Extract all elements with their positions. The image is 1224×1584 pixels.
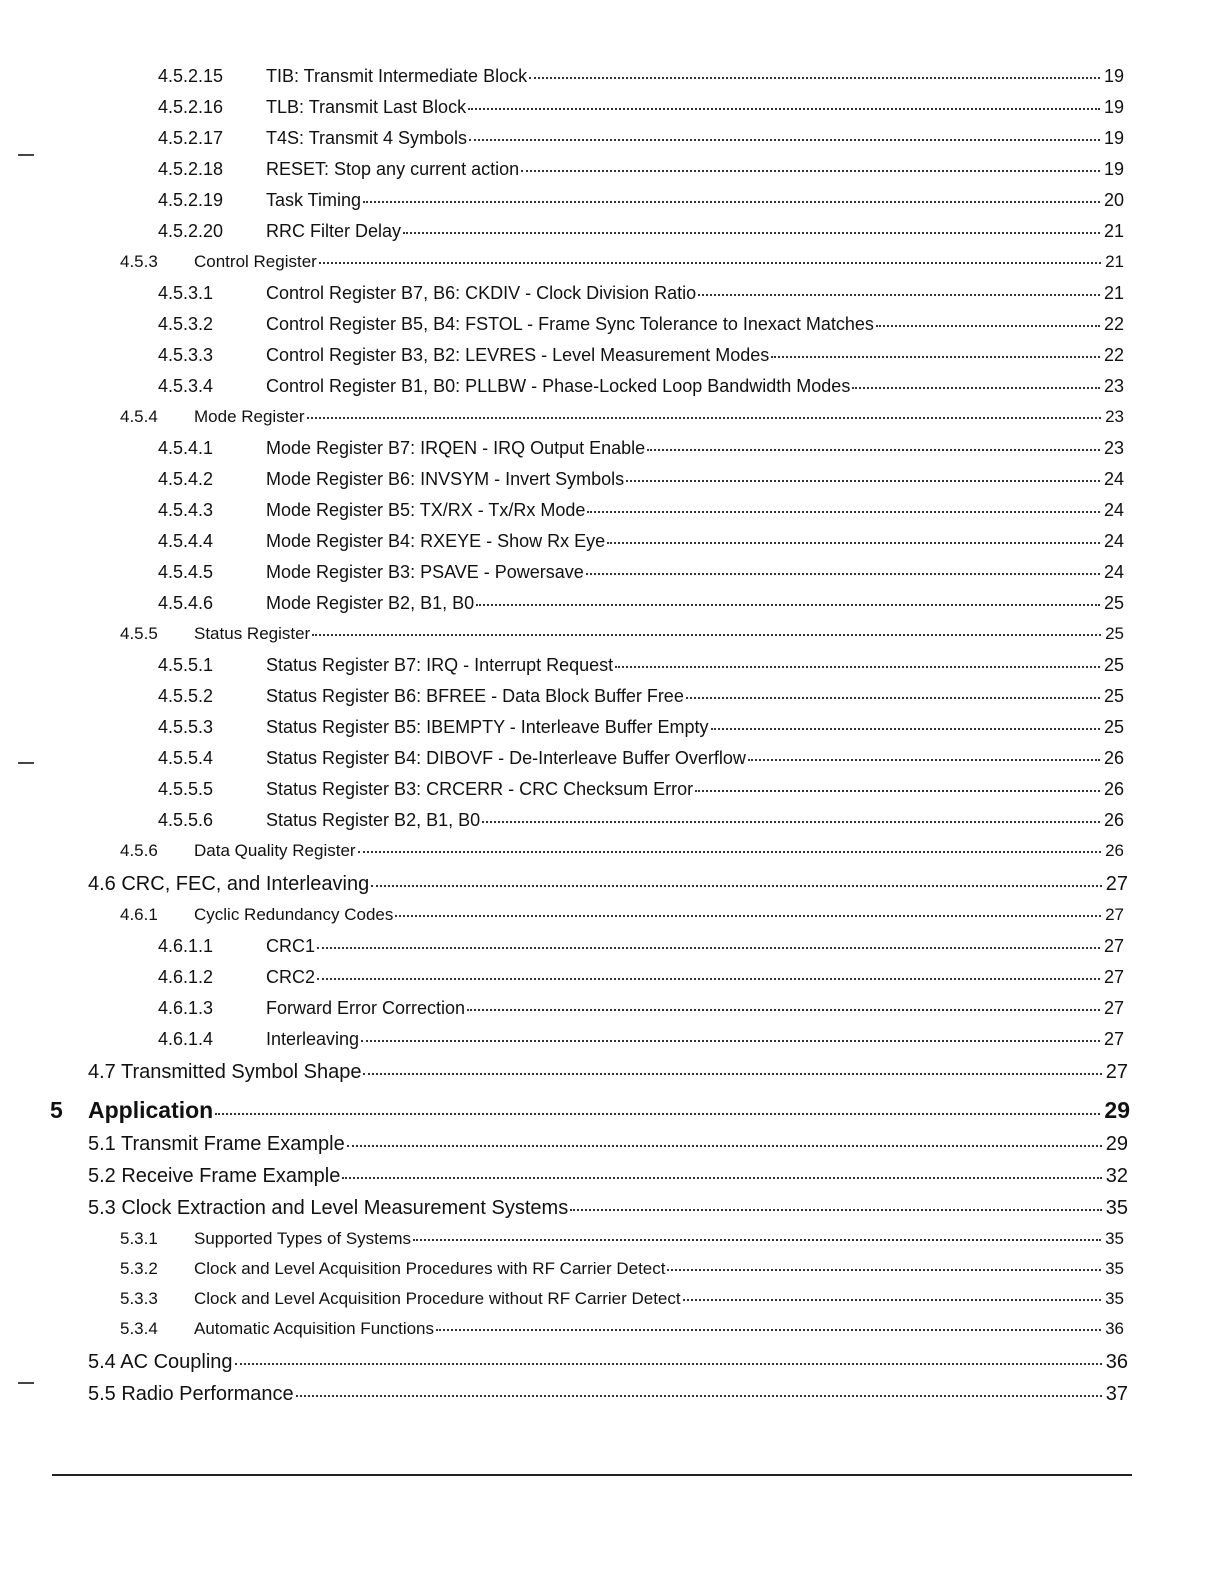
toc-entry-title: 4.7 Transmitted Symbol Shape	[88, 1061, 362, 1083]
toc-entry-number: 4.5.3.4	[158, 376, 214, 396]
scan-mark	[18, 1382, 34, 1384]
toc-entry-number: 4.5.3.3	[158, 345, 214, 365]
toc-entry-page: 27	[1103, 998, 1124, 1018]
toc-entry-title: RESET: Stop any current action	[266, 159, 520, 179]
toc-entry-page: 27	[1103, 967, 1124, 987]
dot-leader	[347, 1145, 1102, 1147]
toc-entry-page: 19	[1103, 159, 1124, 179]
dot-leader	[686, 697, 1100, 699]
toc-entry[interactable]	[120, 841, 1124, 861]
toc-entry-number: 4.6.1.4	[158, 1029, 214, 1049]
toc-entry-page: 27	[1103, 1029, 1124, 1049]
toc-entry-page: 24	[1103, 562, 1124, 582]
dot-leader	[469, 139, 1100, 141]
toc-entry[interactable]	[158, 562, 1124, 583]
toc-entry[interactable]	[158, 1029, 1124, 1050]
toc-entry-title: T4S: Transmit 4 Symbols	[266, 128, 468, 148]
toc-entry-title: 5.1 Transmit Frame Example	[88, 1133, 345, 1155]
toc-entry[interactable]	[158, 97, 1124, 118]
toc-entry[interactable]	[158, 531, 1124, 552]
dot-leader	[307, 417, 1102, 419]
dot-leader	[647, 449, 1100, 451]
dot-leader	[403, 232, 1100, 234]
toc-entry[interactable]	[158, 283, 1124, 304]
dot-leader	[698, 294, 1100, 296]
toc-entry-title: Status Register B3: CRCERR - CRC Checksum Error	[266, 779, 694, 799]
toc-entry-page: 24	[1103, 500, 1124, 520]
dot-leader	[436, 1329, 1101, 1331]
scan-mark	[18, 154, 34, 156]
toc-entry-title: Mode Register B6: INVSYM - Invert Symbols	[266, 469, 625, 489]
toc-entry-page: 22	[1103, 345, 1124, 365]
dot-leader	[319, 262, 1101, 264]
toc-entry-page: 21	[1103, 283, 1124, 303]
toc-entry-title: Control Register B1, B0: PLLBW - Phase-Locked Loop Bandwidth Modes	[266, 376, 851, 396]
toc-entry-title: Control Register B5, B4: FSTOL - Frame Sync Tolerance to Inexact Matches	[266, 314, 874, 334]
toc-entry[interactable]	[88, 1061, 1128, 1084]
toc-entry-number: 5.3.2	[120, 1259, 158, 1278]
toc-entry-page: 25	[1103, 655, 1124, 675]
toc-entry-page: 27	[1105, 1061, 1128, 1083]
toc-entry-page: 35	[1105, 1289, 1124, 1308]
toc-entry[interactable]	[120, 252, 1124, 272]
toc-entry-title: Status Register B4: DIBOVF - De-Interleave Buffer Overflow	[266, 748, 746, 768]
toc-entry-page: 35	[1105, 1229, 1124, 1248]
dot-leader	[467, 1009, 1100, 1011]
dot-leader	[607, 542, 1100, 544]
toc-entry[interactable]	[88, 1133, 1128, 1156]
dot-leader	[235, 1363, 1102, 1365]
toc-entry-page: 35	[1105, 1197, 1128, 1219]
toc-entry-title: Mode Register B7: IRQEN - IRQ Output Enable	[266, 438, 646, 458]
toc-entry[interactable]	[158, 936, 1124, 957]
toc-entry-number: 4.5.3	[120, 252, 158, 271]
toc-entry[interactable]	[158, 779, 1124, 800]
dot-leader	[529, 77, 1100, 79]
toc-entry[interactable]	[158, 717, 1124, 738]
toc-entry-page: 32	[1105, 1165, 1128, 1187]
toc-entry-title: Mode Register B5: TX/RX - Tx/Rx Mode	[266, 500, 586, 520]
toc-entry[interactable]	[88, 873, 1128, 896]
toc-entry-number: 4.6.1.2	[158, 967, 214, 987]
toc-entry-number: 4.6.1	[120, 905, 158, 924]
toc-entry-number: 4.5.2.15	[158, 66, 224, 86]
toc-entry-title: Application	[88, 1097, 214, 1123]
toc-entry-number: 4.6.1.3	[158, 998, 214, 1018]
dot-leader	[317, 978, 1100, 980]
toc-entry-page: 23	[1103, 438, 1124, 458]
toc-entry-title: CRC1	[266, 936, 316, 956]
toc-entry-page: 27	[1103, 936, 1124, 956]
toc-entry[interactable]	[158, 998, 1124, 1019]
toc-entry-title: TLB: Transmit Last Block	[266, 97, 467, 117]
toc-entry-page: 36	[1105, 1351, 1128, 1373]
toc-entry-title: Forward Error Correction	[266, 998, 466, 1018]
toc-entry-page: 29	[1104, 1097, 1130, 1123]
dot-leader	[521, 170, 1100, 172]
toc-entry[interactable]	[158, 500, 1124, 521]
toc-entry[interactable]	[158, 128, 1124, 149]
dot-leader	[312, 634, 1101, 636]
toc-entry[interactable]	[120, 1289, 1124, 1309]
dot-leader	[358, 851, 1102, 853]
toc-entry[interactable]	[120, 905, 1124, 925]
toc-entry[interactable]	[158, 810, 1124, 831]
dot-leader	[667, 1269, 1101, 1271]
toc-entry-number: 4.5.5.6	[158, 810, 214, 830]
dot-leader	[695, 790, 1100, 792]
toc-entry-title: Cyclic Redundancy Codes	[194, 905, 394, 924]
toc-entry[interactable]	[158, 66, 1124, 87]
dot-leader	[587, 511, 1100, 513]
toc-entry-number: 4.5.5	[120, 624, 158, 643]
toc-entry-page: 19	[1103, 97, 1124, 117]
dot-leader	[852, 387, 1100, 389]
toc-entry-number: 4.5.3.2	[158, 314, 214, 334]
toc-entry[interactable]	[88, 1197, 1128, 1220]
toc-entry-title: 5.2 Receive Frame Example	[88, 1165, 341, 1187]
toc-entry-page: 19	[1103, 66, 1124, 86]
dot-leader	[317, 947, 1100, 949]
toc-entry-title: 5.4 AC Coupling	[88, 1351, 233, 1373]
dot-leader	[342, 1177, 1101, 1179]
toc-entry-title: Mode Register B3: PSAVE - Powersave	[266, 562, 584, 582]
dot-leader	[413, 1239, 1101, 1241]
scan-mark	[18, 762, 34, 764]
toc-entry[interactable]	[120, 1319, 1124, 1339]
dot-leader	[361, 1040, 1100, 1042]
dot-leader	[476, 604, 1100, 606]
toc-entry[interactable]	[120, 624, 1124, 644]
toc-entry-title: Mode Register B4: RXEYE - Show Rx Eye	[266, 531, 606, 551]
dot-leader	[748, 759, 1100, 761]
toc-entry-number: 4.5.4.3	[158, 500, 214, 520]
toc-entry-title: 5.3 Clock Extraction and Level Measurement Systems	[88, 1197, 569, 1219]
dot-leader	[215, 1113, 1100, 1115]
toc-entry-number: 5.3.3	[120, 1289, 158, 1308]
toc-entry-number: 4.5.5.3	[158, 717, 214, 737]
toc-entry[interactable]	[88, 1383, 1128, 1406]
toc-entry-page: 23	[1105, 407, 1124, 426]
toc-entry-number: 4.5.4.4	[158, 531, 214, 551]
toc-entry-title: TIB: Transmit Intermediate Block	[266, 66, 528, 86]
toc-entry-title: Supported Types of Systems	[194, 1229, 412, 1248]
toc-entry-number: 4.5.2.18	[158, 159, 224, 179]
dot-leader	[395, 915, 1101, 917]
toc-entry-number: 5.3.1	[120, 1229, 158, 1248]
toc-entry-title: Status Register B5: IBEMPTY - Interleave Buffer Empty	[266, 717, 709, 737]
toc-entry-title: Mode Register	[194, 407, 305, 426]
toc-entry-number: 4.5.4.2	[158, 469, 214, 489]
dot-leader	[482, 821, 1100, 823]
toc-entry-page: 37	[1105, 1383, 1128, 1405]
toc-entry-page: 23	[1103, 376, 1124, 396]
toc-entry[interactable]	[158, 748, 1124, 769]
toc-entry-page: 29	[1105, 1133, 1128, 1155]
toc-entry-title: Status Register B7: IRQ - Interrupt Request	[266, 655, 614, 675]
dot-leader	[363, 1073, 1101, 1075]
dot-leader	[296, 1395, 1102, 1397]
toc-entry-title: Status Register	[194, 624, 311, 643]
toc-entry-page: 27	[1105, 905, 1124, 924]
toc-entry-number: 4.5.2.17	[158, 128, 224, 148]
toc-entry-page: 24	[1103, 469, 1124, 489]
toc-entry-title: 5.5 Radio Performance	[88, 1383, 294, 1405]
toc-entry-title: Automatic Acquisition Functions	[194, 1319, 435, 1338]
toc-entry-title: Control Register	[194, 252, 317, 271]
toc-entry[interactable]	[158, 314, 1124, 335]
toc-entry-page: 26	[1103, 748, 1124, 768]
toc-entry-page: 25	[1103, 717, 1124, 737]
toc-entry[interactable]	[158, 469, 1124, 490]
toc-entry-title: Interleaving	[266, 1029, 360, 1049]
toc-entry-page: 26	[1103, 779, 1124, 799]
toc-entry[interactable]	[158, 345, 1124, 366]
toc-entry-page: 21	[1105, 252, 1124, 271]
toc-entry[interactable]	[158, 190, 1124, 211]
toc-entry[interactable]	[120, 1229, 1124, 1249]
toc-entry-title: 4.6 CRC, FEC, and Interleaving	[88, 873, 370, 895]
toc-entry-number: 5	[50, 1097, 63, 1123]
toc-entry-title: Control Register B7, B6: CKDIV - Clock Division Ratio	[266, 283, 697, 303]
toc-entry[interactable]	[120, 1259, 1124, 1279]
toc-entry-number: 4.5.5.1	[158, 655, 214, 675]
toc-entry-title: RRC Filter Delay	[266, 221, 402, 241]
dot-leader	[876, 325, 1100, 327]
toc-entry-page: 22	[1103, 314, 1124, 334]
toc-entry-page: 35	[1105, 1259, 1124, 1278]
dot-leader	[371, 885, 1102, 887]
toc-entry[interactable]	[158, 686, 1124, 707]
toc-entry[interactable]	[158, 376, 1124, 397]
dot-leader	[586, 573, 1100, 575]
toc-entry-number: 4.6.1.1	[158, 936, 214, 956]
dot-leader	[363, 201, 1100, 203]
toc-entry[interactable]	[158, 438, 1124, 459]
toc-entry-number: 4.5.4.6	[158, 593, 214, 613]
toc-entry-title: Clock and Level Acquisition Procedure without RF Carrier Detect	[194, 1289, 681, 1308]
toc-entry[interactable]	[158, 593, 1124, 614]
toc-entry-title: Clock and Level Acquisition Procedures with RF Carrier Detect	[194, 1259, 666, 1278]
toc-entry-number: 4.5.4	[120, 407, 158, 426]
toc-entry-title: CRC2	[266, 967, 316, 987]
toc-entry-number: 4.5.6	[120, 841, 158, 860]
toc-entry-page: 27	[1105, 873, 1128, 895]
toc-entry[interactable]	[120, 407, 1124, 427]
toc-entry-number: 4.5.3.1	[158, 283, 214, 303]
toc-entry[interactable]	[88, 1351, 1128, 1374]
toc-entry-number: 4.5.4.5	[158, 562, 214, 582]
toc-entry-page: 36	[1105, 1319, 1124, 1338]
dot-leader	[570, 1209, 1102, 1211]
toc-entry-number: 5.3.4	[120, 1319, 158, 1338]
dot-leader	[711, 728, 1100, 730]
toc-entry-title: Control Register B3, B2: LEVRES - Level Measurement Modes	[266, 345, 770, 365]
toc-entry-page: 25	[1103, 686, 1124, 706]
dot-leader	[615, 666, 1100, 668]
toc-entry-title: Data Quality Register	[194, 841, 356, 860]
dot-leader	[626, 480, 1100, 482]
toc-entry-page: 21	[1103, 221, 1124, 241]
toc-entry[interactable]	[50, 1097, 1130, 1124]
toc-entry-number: 4.5.5.4	[158, 748, 214, 768]
toc-entry-number: 4.5.5.2	[158, 686, 214, 706]
toc-entry-title: Mode Register B2, B1, B0	[266, 593, 475, 613]
dot-leader	[683, 1299, 1101, 1301]
toc-entry-number: 4.5.2.19	[158, 190, 224, 210]
toc-entry-number: 4.5.4.1	[158, 438, 214, 458]
toc-entry-page: 25	[1103, 593, 1124, 613]
toc-entry-title: Status Register B6: BFREE - Data Block Buffer Free	[266, 686, 684, 706]
toc-entry-page: 26	[1103, 810, 1124, 830]
toc-entry[interactable]	[158, 221, 1124, 242]
toc-entry[interactable]	[158, 159, 1124, 180]
toc-entry-number: 4.5.2.20	[158, 221, 224, 241]
toc-entry-page: 24	[1103, 531, 1124, 551]
toc-entry-page: 25	[1105, 624, 1124, 643]
footer-rule	[52, 1474, 1132, 1476]
toc-entry[interactable]	[158, 655, 1124, 676]
toc-entry-number: 4.5.2.16	[158, 97, 224, 117]
toc-entry-page: 26	[1105, 841, 1124, 860]
toc-entry-title: Task Timing	[266, 190, 362, 210]
dot-leader	[771, 356, 1100, 358]
dot-leader	[468, 108, 1100, 110]
toc-entry-page: 19	[1103, 128, 1124, 148]
toc-entry-page: 20	[1103, 190, 1124, 210]
toc-entry[interactable]	[158, 967, 1124, 988]
toc-entry-number: 4.5.5.5	[158, 779, 214, 799]
toc-entry[interactable]	[88, 1165, 1128, 1188]
toc-entry-title: Status Register B2, B1, B0	[266, 810, 481, 830]
